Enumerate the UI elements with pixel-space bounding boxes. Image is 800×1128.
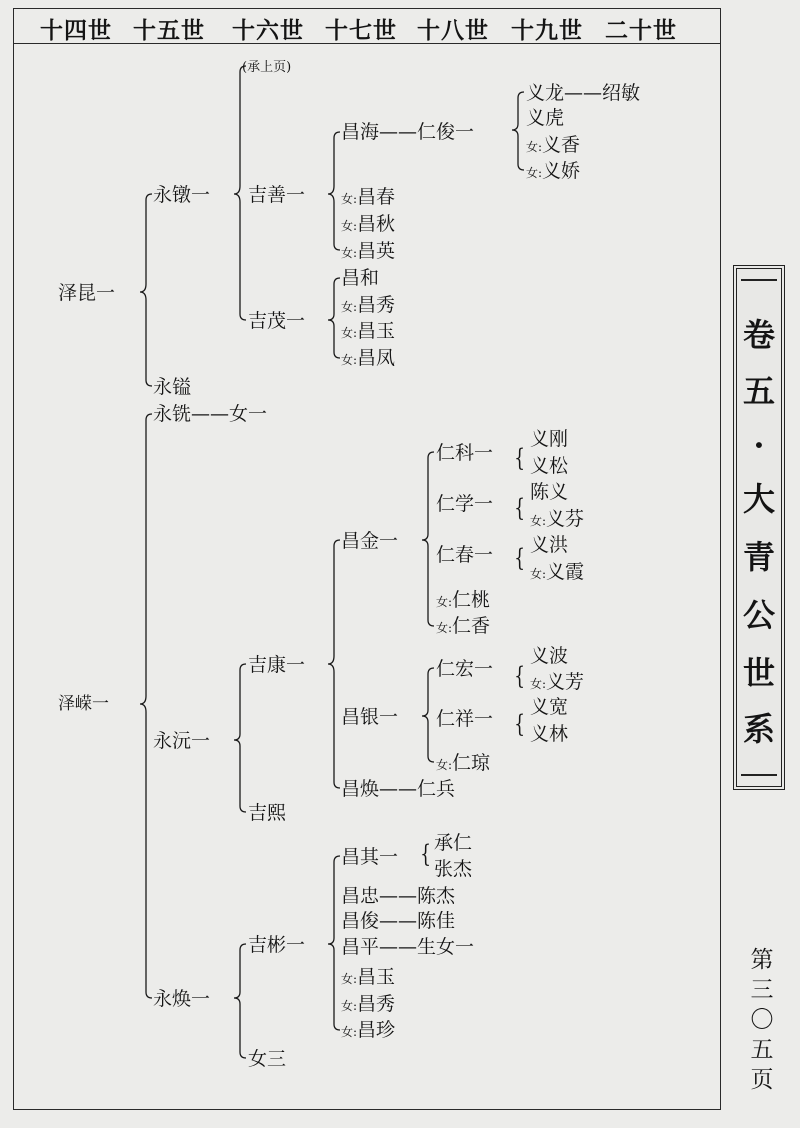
person-nvsan: 女三 xyxy=(248,1048,287,1070)
volume-title-char: 青 xyxy=(742,538,775,576)
person-jimao: 吉茂一 xyxy=(248,310,306,332)
person-changzhen: 女:昌珍 xyxy=(341,1019,396,1041)
person-zhangjie: 张杰 xyxy=(434,858,473,880)
brace-icon: { xyxy=(514,710,525,738)
person-renxue: 仁学一 xyxy=(436,493,494,515)
person-yifang: 女:义芳 xyxy=(530,671,585,693)
volume-title-char: 卷 xyxy=(742,316,775,354)
person-yifen: 女:义芬 xyxy=(530,508,585,530)
person-yixia: 女:义霞 xyxy=(530,561,585,583)
brace-icon: { xyxy=(514,662,525,690)
person-jixi: 吉熙 xyxy=(248,802,287,824)
person-chengren: 承仁 xyxy=(434,832,473,854)
person-changhe: 昌和 xyxy=(341,267,380,289)
person-changyu: 女:昌玉 xyxy=(341,320,396,342)
gen-14: 十四世 xyxy=(40,17,112,44)
person-zeye: 泽嵘一 xyxy=(58,694,109,714)
person-yilin: 义林 xyxy=(530,723,569,745)
person-changzhong: 昌忠——陈杰 xyxy=(341,885,456,907)
person-renke: 仁科一 xyxy=(436,442,494,464)
page-number-char: 五 xyxy=(750,1037,774,1063)
person-yikuan: 义宽 xyxy=(530,696,569,718)
person-yixiang: 女:义香 xyxy=(526,134,581,156)
person-renchun: 仁春一 xyxy=(436,544,494,566)
person-changhuan: 昌焕——仁兵 xyxy=(341,778,456,800)
gen-19: 十九世 xyxy=(511,17,583,44)
person-changping: 昌平——生女一 xyxy=(341,936,475,958)
volume-title-char: 五 xyxy=(742,372,775,410)
person-renxiang: 女:仁香 xyxy=(436,615,491,637)
continued-note: (承上页) xyxy=(242,60,292,75)
person-changyin: 昌银一 xyxy=(341,706,399,728)
person-changqi: 昌其一 xyxy=(341,846,399,868)
volume-title-char: · xyxy=(753,426,765,464)
person-yihu: 义虎 xyxy=(526,107,565,129)
person-yijiao: 女:义娇 xyxy=(526,160,581,182)
volume-title-char: 公 xyxy=(742,596,775,634)
person-renhong: 仁宏一 xyxy=(436,658,494,680)
volume-title-char: 世 xyxy=(742,654,775,692)
person-yongdui: 永镦一 xyxy=(153,184,211,206)
brace-icon: { xyxy=(514,494,525,522)
person-rentao: 女:仁桃 xyxy=(436,589,491,611)
person-yihong: 义洪 xyxy=(530,534,569,556)
gen-18: 十八世 xyxy=(417,17,489,44)
volume-title-char: 大 xyxy=(742,480,775,518)
person-changyu2: 女:昌玉 xyxy=(341,966,396,988)
brace-icon: { xyxy=(420,840,431,868)
gen-20: 二十世 xyxy=(605,17,677,44)
page-number-char: 页 xyxy=(750,1067,774,1093)
person-yilong: 义龙——绍敏 xyxy=(526,82,641,104)
person-yongyuan: 永沅一 xyxy=(153,730,211,752)
person-changxiu2: 女:昌秀 xyxy=(341,993,396,1015)
person-changfeng: 女:昌凤 xyxy=(341,347,396,369)
person-changqiu: 女:昌秋 xyxy=(341,213,396,235)
page-number-char: 第 xyxy=(750,947,774,973)
person-changjin: 昌金一 xyxy=(341,530,399,552)
page-number-char: 三 xyxy=(750,977,774,1003)
person-yisong: 义松 xyxy=(530,455,569,477)
person-jishan: 吉善一 xyxy=(248,184,306,206)
person-changjun: 昌俊——陈佳 xyxy=(341,910,456,932)
brace-icon: { xyxy=(514,544,525,572)
person-renqiong: 女:仁琼 xyxy=(436,752,491,774)
person-jikang: 吉康一 xyxy=(248,654,306,676)
person-changxiu: 女:昌秀 xyxy=(341,294,396,316)
person-yongyi: 永镒 xyxy=(153,376,192,398)
person-renxiang2: 仁祥一 xyxy=(436,708,494,730)
person-yonghuan: 永焕一 xyxy=(153,988,211,1010)
person-chenyi: 陈义 xyxy=(530,481,569,503)
person-yongxian: 永铣——女一 xyxy=(153,403,268,425)
person-jibin: 吉彬一 xyxy=(248,934,306,956)
gen-15: 十五世 xyxy=(133,17,205,44)
person-changhai: 昌海——仁俊一 xyxy=(341,121,475,143)
brace-icon: { xyxy=(514,444,525,472)
gen-16: 十六世 xyxy=(232,17,304,44)
page-number-char: 〇 xyxy=(750,1007,774,1033)
volume-title-char: 系 xyxy=(742,710,775,748)
person-yigang: 义刚 xyxy=(530,428,569,450)
gen-17: 十七世 xyxy=(325,17,397,44)
person-changying: 女:昌英 xyxy=(341,240,396,262)
person-changchun: 女:昌春 xyxy=(341,186,396,208)
volume-title-tab xyxy=(733,265,785,790)
person-yibo: 义波 xyxy=(530,645,569,667)
person-zekun: 泽昆一 xyxy=(58,282,116,304)
